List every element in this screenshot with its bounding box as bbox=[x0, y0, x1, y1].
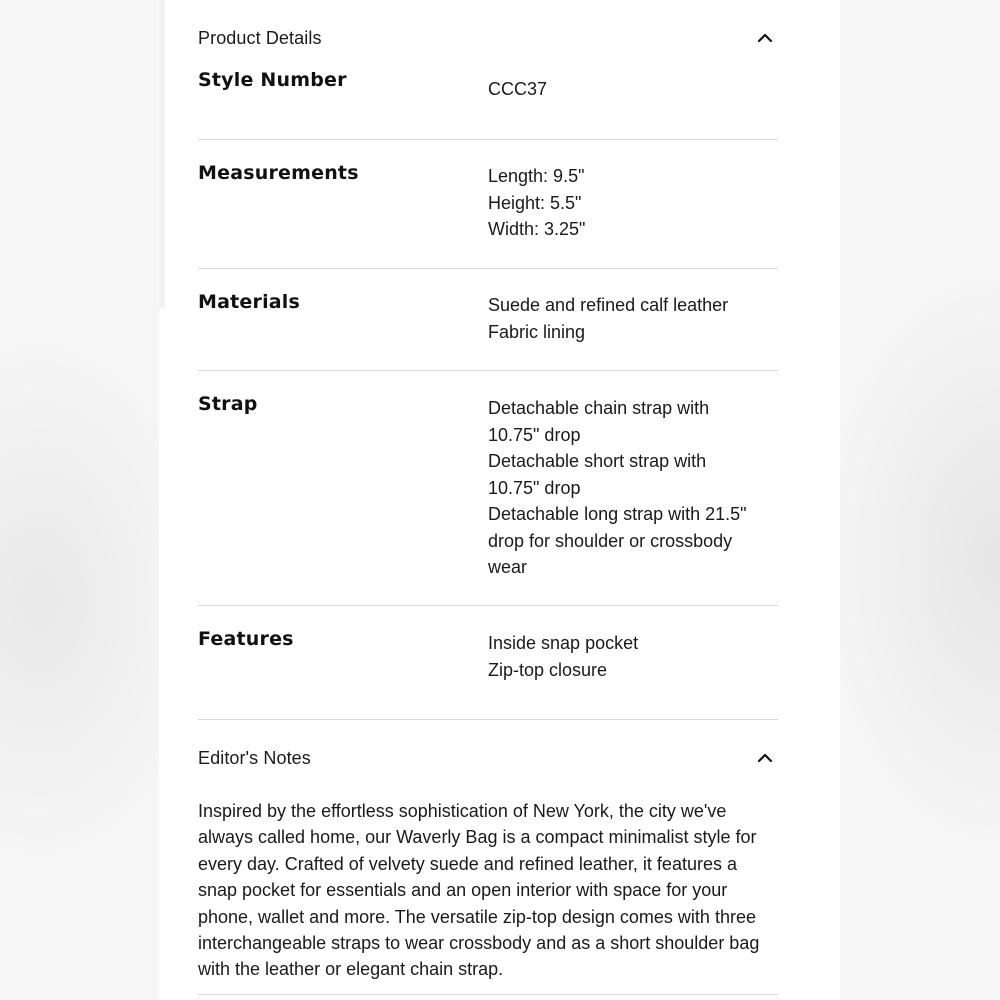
detail-label: Materials bbox=[198, 291, 301, 313]
detail-label: Style Number bbox=[198, 69, 347, 91]
detail-value-line: Height: 5.5" bbox=[488, 192, 582, 213]
chevron-up-icon[interactable] bbox=[754, 27, 776, 49]
detail-value-line: Detachable long strap with 21.5" bbox=[488, 504, 747, 524]
detail-value-line: Detachable chain strap with bbox=[488, 398, 710, 418]
detail-value-line: 10.75" drop bbox=[488, 424, 581, 445]
editors-notes-toggle[interactable] bbox=[198, 730, 778, 786]
detail-value-line: wear bbox=[488, 557, 528, 577]
editors-notes-title: Editor's Notes bbox=[198, 747, 311, 768]
detail-label: Measurements bbox=[198, 162, 359, 184]
product-details-toggle[interactable] bbox=[198, 10, 778, 66]
detail-value-line: Fabric lining bbox=[488, 321, 586, 342]
sheet-edge bbox=[159, 0, 165, 308]
detail-value-line: drop for shoulder or crossbody bbox=[488, 530, 733, 551]
detail-value-line: Width: 3.25" bbox=[488, 219, 586, 239]
detail-row-features bbox=[198, 606, 778, 720]
detail-row-measurements bbox=[198, 140, 778, 269]
editors-notes-text: Inspired by the effortless sophistication of New York, the city we've always called home, our Waverly Bag is a compact minimalist style for every day. Crafted of velvety suede and refined leather, it features a snap pocket for essentials and an open interior with space for your phone, wallet and more. The versatile zip-top design comes with three interchangeable straps to wear crossbody and as a short shoulder bag with the leather or elegant chain strap. bbox=[198, 801, 760, 980]
detail-value-line: Suede and refined calf leather bbox=[488, 295, 729, 315]
detail-value-line: 10.75" drop bbox=[488, 477, 581, 498]
detail-value-line: Length: 9.5" bbox=[488, 166, 585, 186]
detail-value-line: Detachable short strap with bbox=[488, 451, 707, 471]
detail-value bbox=[488, 371, 778, 605]
product-info-panel bbox=[198, 0, 778, 983]
detail-value-line: Inside snap pocket bbox=[488, 633, 639, 653]
divider bbox=[198, 994, 778, 995]
detail-value bbox=[488, 606, 778, 719]
detail-row-strap bbox=[198, 371, 778, 606]
detail-row-materials bbox=[198, 269, 778, 371]
detail-label: Strap bbox=[198, 393, 258, 415]
detail-value bbox=[488, 140, 778, 268]
detail-value bbox=[488, 66, 778, 139]
detail-value-line: CCC37 bbox=[488, 79, 548, 99]
detail-row-style-number bbox=[198, 66, 778, 140]
chevron-up-icon[interactable] bbox=[754, 747, 776, 769]
detail-value-line: Zip-top closure bbox=[488, 659, 608, 680]
detail-label: Features bbox=[198, 628, 294, 650]
product-details-title: Product Details bbox=[198, 27, 322, 48]
detail-value bbox=[488, 269, 778, 370]
